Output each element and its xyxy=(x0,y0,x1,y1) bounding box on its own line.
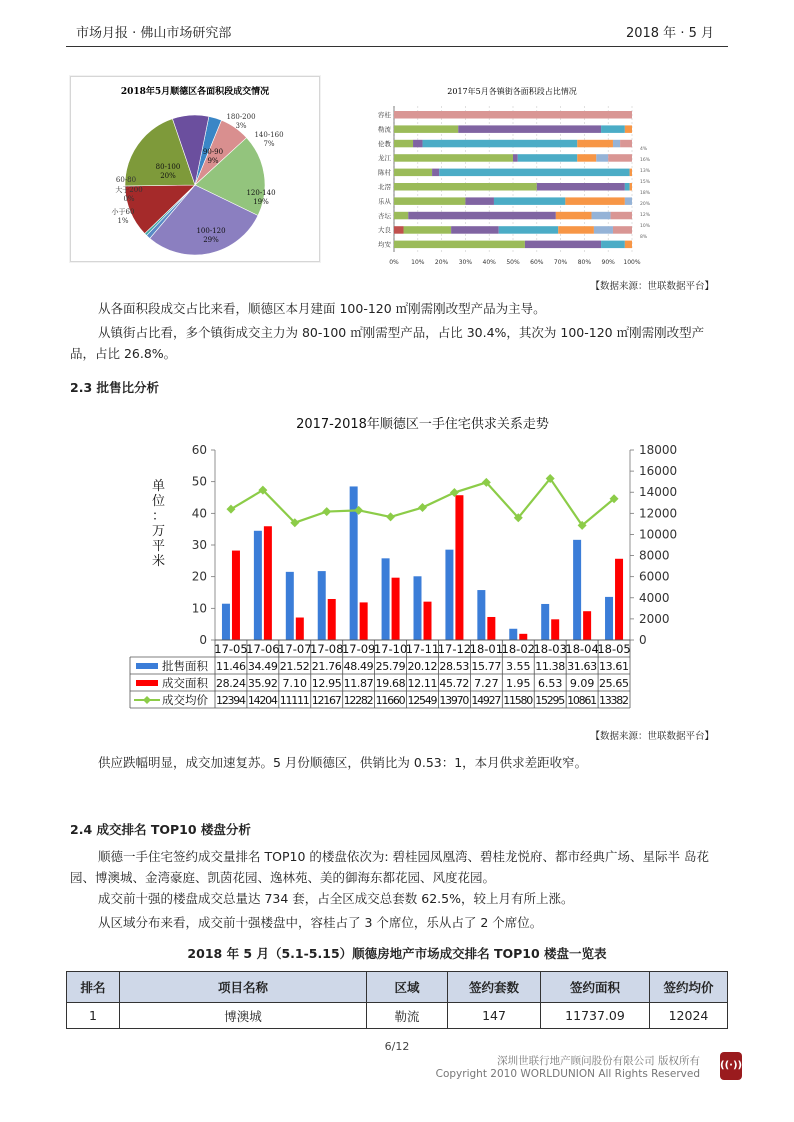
stacked-bar-segment xyxy=(494,197,565,205)
data-label: 11580 xyxy=(503,694,534,707)
worldunion-logo-icon: ((·)) xyxy=(720,1052,742,1080)
data-label: 21.52 xyxy=(279,660,310,673)
legend-key xyxy=(136,663,158,669)
col-rank: 排名 xyxy=(67,972,120,1003)
data-label: 12394 xyxy=(215,694,246,707)
stacked-title: 2017年5月各镇街各面积段占比情况 xyxy=(447,87,577,96)
stacked-bar-segment xyxy=(630,169,632,177)
data-label: 48.49 xyxy=(343,660,374,673)
pie-slice-label: 180-200 3% xyxy=(226,113,256,130)
stacked-bar-segment xyxy=(625,197,632,205)
bar-supply xyxy=(541,604,549,640)
x-tick-label: 18-04 xyxy=(565,642,599,656)
bar-supply xyxy=(573,540,581,640)
legend-stub: 15% xyxy=(640,180,651,185)
legend-stub: 4% xyxy=(640,147,648,152)
legend-label: 批售面积 xyxy=(162,659,208,673)
data-label: 15295 xyxy=(535,694,566,707)
legend-stub: 8% xyxy=(640,235,648,240)
cell-rank: 1 xyxy=(67,1003,120,1029)
stacked-bar-segment xyxy=(394,197,465,205)
stacked-bar-segment xyxy=(594,226,613,234)
y-tick-label: 60 xyxy=(191,443,207,457)
x-tick-label: 10% xyxy=(411,259,425,266)
data-label: 6.53 xyxy=(537,677,563,690)
data-label: 11.87 xyxy=(343,677,374,690)
pie-chart xyxy=(71,77,319,261)
price-point xyxy=(322,507,331,516)
data-label: 21.76 xyxy=(311,660,342,673)
x-tick-label: 18-05 xyxy=(597,642,631,656)
x-tick-label: 18-01 xyxy=(469,642,504,656)
x-tick-label: 17-12 xyxy=(437,642,472,656)
col-price: 签约均价 xyxy=(650,972,728,1003)
category-label: 乐从 xyxy=(378,197,391,206)
bar-deal xyxy=(424,602,432,640)
data-label: 13382 xyxy=(599,694,630,707)
y2-tick-label: 16000 xyxy=(639,464,678,479)
data-label: 19.68 xyxy=(375,677,406,690)
stacked-bar-segment xyxy=(556,212,592,220)
x-tick-label: 17-11 xyxy=(405,642,440,656)
x-tick-label: 100% xyxy=(623,259,641,266)
stacked-bar-segment xyxy=(577,154,596,162)
category-label: 大良 xyxy=(378,226,391,235)
cell-project: 博澳城 xyxy=(120,1003,367,1029)
x-tick-label: 17-10 xyxy=(373,642,408,656)
bar-deal xyxy=(264,526,272,640)
stacked-bar-segment xyxy=(620,140,632,148)
x-tick-label: 80% xyxy=(577,259,592,266)
bar-deal xyxy=(296,618,304,640)
y-tick-label: 50 xyxy=(191,474,207,489)
x-tick-label: 30% xyxy=(458,259,473,266)
paragraph-region: 从区域分布来看，成交前十强楼盘中，容桂占了 3 个席位，乐从占了 2 个席位。 xyxy=(98,915,543,930)
cell-size: 11737.09 xyxy=(541,1003,650,1029)
legend-stub: 18% xyxy=(640,191,651,196)
stacked-bar-segment xyxy=(451,226,499,234)
col-area: 区域 xyxy=(367,972,448,1003)
stacked-bar-segment xyxy=(630,183,632,191)
bar-supply xyxy=(509,629,517,640)
data-label: 12282 xyxy=(343,694,374,707)
stacked-bar-segment xyxy=(458,125,601,132)
data-label: 11.38 xyxy=(535,660,566,673)
header-divider xyxy=(66,46,728,47)
data-label: 11111 xyxy=(279,694,310,707)
x-tick-label: 60% xyxy=(530,259,544,266)
footer-copyright: Copyright 2010 WORLDUNION All Rights Reserved xyxy=(435,1068,700,1080)
page-number: 6/12 xyxy=(384,1040,410,1053)
price-line xyxy=(231,479,614,526)
bar-supply xyxy=(318,571,326,640)
x-tick-label: 18-03 xyxy=(533,642,567,656)
bar-supply xyxy=(382,558,390,640)
stacked-bar-segment xyxy=(394,125,458,132)
x-tick-label: 17-06 xyxy=(246,642,280,656)
x-tick-label: 0% xyxy=(389,259,399,266)
legend-stub: 16% xyxy=(640,158,651,163)
stacked-bar-chart xyxy=(362,76,680,272)
y2-tick-label: 8000 xyxy=(639,548,670,563)
price-point xyxy=(418,503,427,512)
x-tick-label: 40% xyxy=(482,259,496,266)
y2-tick-label: 6000 xyxy=(639,569,670,584)
category-label: 勒流 xyxy=(378,125,391,134)
table-header-row xyxy=(67,972,728,1003)
col-project: 项目名称 xyxy=(120,972,367,1003)
stacked-bar-segment xyxy=(394,212,408,220)
y-tick-label: 40 xyxy=(191,506,207,521)
data-label: 15.77 xyxy=(471,660,502,673)
y-tick-label: 20 xyxy=(191,569,207,584)
data-label: 31.63 xyxy=(567,660,598,673)
pie-slice-label: 120-140 19% xyxy=(246,189,276,206)
stacked-bar-segment xyxy=(601,125,625,132)
category-label: 北滘 xyxy=(378,183,391,191)
stacked-bar-segment xyxy=(537,183,625,191)
stacked-bar-segment xyxy=(394,241,525,249)
data-label: 12167 xyxy=(311,694,342,707)
stacked-bar-segment xyxy=(394,226,404,234)
paragraph-supply: 供应跌幅明显，成交加速复苏。5 月份顺德区，供销比为 0.53：1，本月供求差距收窄。 xyxy=(98,755,588,770)
header-date: 2018 年 · 5 月 xyxy=(625,26,714,41)
pie-slice-label: 小于60 1% xyxy=(111,208,135,225)
pie-title: 2018年5月顺德区各面积段成交情况 xyxy=(120,87,270,97)
paragraph-top10: 顺德一手住宅签约成交量排名 TOP10 的楼盘依次为: 碧桂园凤凰湾、碧桂龙悦府、都市经典广场、星际半 岛花园、博澳城、金湾豪庭、凯茵花园、逸林苑、美的御海东都花园、风度花园。 xyxy=(70,849,710,885)
bar-deal xyxy=(519,634,527,640)
paragraph-town: 从镇街占比看，多个镇街成交主力为 80-100 ㎡刚需型产品，占比 30.4%，其次为 100-120 ㎡刚需刚改型产品，占比 26.8%。 xyxy=(70,325,705,361)
stacked-bar-segment xyxy=(394,183,537,191)
y2-tick-label: 0 xyxy=(639,633,647,647)
x-tick-label: 70% xyxy=(553,259,568,266)
y-tick-label: 30 xyxy=(191,538,207,552)
stacked-bar-segment xyxy=(408,212,556,220)
data-label: 28.24 xyxy=(215,677,246,690)
stacked-bar-segment xyxy=(518,154,578,162)
bar-deal xyxy=(583,611,591,640)
stacked-bar-segment xyxy=(394,154,513,162)
source-label-1: 【数据来源：世联数据平台】 xyxy=(590,281,714,292)
stacked-bar-segment xyxy=(625,183,630,191)
x-tick-label: 20% xyxy=(434,259,449,266)
stacked-bar-segment xyxy=(611,212,632,220)
bar-supply xyxy=(414,576,422,640)
stacked-bar-segment xyxy=(577,140,613,148)
table-title: 2018 年 5 月（5.1-5.15）顺德房地产市场成交排名 TOP10 楼盘一览表 xyxy=(187,946,607,961)
y2-tick-label: 10000 xyxy=(639,527,678,542)
table-row xyxy=(67,1003,728,1029)
bar-deal xyxy=(328,599,336,640)
data-label: 20.12 xyxy=(407,660,438,673)
bar-deal xyxy=(551,619,559,640)
data-label: 12549 xyxy=(407,694,438,707)
section-2-4-heading: 2.4 成交排名 TOP10 楼盘分析 xyxy=(70,822,251,837)
stacked-bar-segment xyxy=(525,241,601,249)
x-tick-label: 17-07 xyxy=(278,642,312,656)
section-2-3-heading: 2.3 批售比分析 xyxy=(70,380,159,395)
paragraph-area: 从各面积段成交占比来看，顺德区本月建面 100-120 ㎡刚需刚改型产品为主导。 xyxy=(98,301,546,316)
bar-supply xyxy=(286,572,294,640)
stacked-bar-segment xyxy=(423,140,578,148)
data-label: 14204 xyxy=(247,694,278,707)
bar-deal xyxy=(232,551,240,640)
pie-slice-label: 100-120 29% xyxy=(196,227,226,244)
stacked-bar-panel xyxy=(362,76,680,272)
supply-demand-chart-panel xyxy=(130,410,678,722)
header-title: 市场月报 · 佛山市场研究部 xyxy=(76,26,232,41)
legend-stub: 20% xyxy=(640,202,651,207)
category-label: 伦教 xyxy=(378,139,391,148)
stacked-bar-segment xyxy=(613,226,632,234)
data-label: 13970 xyxy=(439,694,470,707)
data-label: 25.79 xyxy=(375,660,406,673)
bar-supply xyxy=(605,597,613,640)
paragraph-total: 成交前十强的楼盘成交总量达 734 套，占全区成交总套数 62.5%，较上月有所上涨。 xyxy=(98,891,574,906)
category-label: 均安 xyxy=(378,240,391,249)
stacked-bar-segment xyxy=(608,154,632,162)
bar-deal xyxy=(487,617,495,640)
cell-price: 12024 xyxy=(650,1003,728,1029)
category-label: 龙江 xyxy=(378,154,391,163)
x-tick-label: 50% xyxy=(506,259,520,266)
data-label: 7.10 xyxy=(282,677,308,690)
x-tick-label: 17-09 xyxy=(341,642,376,656)
data-label: 3.55 xyxy=(506,660,531,673)
stacked-bar-segment xyxy=(432,169,439,177)
bar-deal xyxy=(392,578,400,640)
legend-stub: 13% xyxy=(640,169,651,174)
stacked-bar-segment xyxy=(565,197,625,205)
stacked-bar-segment xyxy=(601,241,625,249)
data-label: 14927 xyxy=(471,694,502,707)
data-label: 12.11 xyxy=(407,677,438,690)
category-label: 杏坛 xyxy=(378,211,391,220)
cell-area: 勒流 xyxy=(367,1003,448,1029)
x-tick-label: 90% xyxy=(601,259,615,266)
data-label: 10861 xyxy=(567,694,598,707)
x-tick-label: 17-05 xyxy=(214,642,248,656)
legend-stub: 12% xyxy=(640,213,651,218)
data-label: 11.46 xyxy=(215,660,246,673)
legend-key xyxy=(136,680,158,686)
y2-tick-label: 14000 xyxy=(639,485,678,500)
y2-tick-label: 12000 xyxy=(639,506,678,521)
col-units: 签约套数 xyxy=(448,972,541,1003)
stacked-bar-segment xyxy=(394,140,413,148)
data-label: 1.95 xyxy=(506,677,531,690)
x-tick-label: 17-08 xyxy=(310,642,344,656)
pie-slice-label: 140-160 7% xyxy=(254,131,284,148)
stacked-bar-segment xyxy=(465,197,494,205)
stacked-bar-segment xyxy=(499,226,558,234)
data-label: 12.95 xyxy=(311,677,342,690)
bar-supply xyxy=(222,604,230,640)
stacked-bar-segment xyxy=(413,140,423,148)
data-label: 9.09 xyxy=(569,677,595,690)
bar-supply xyxy=(477,590,485,640)
stacked-bar-segment xyxy=(394,111,632,119)
data-label: 13.61 xyxy=(599,660,630,673)
legend-label: 成交均价 xyxy=(162,693,208,707)
cell-units: 147 xyxy=(448,1003,541,1029)
stacked-bar-segment xyxy=(558,226,594,234)
y-axis-label: 单位：万平米 xyxy=(152,479,166,569)
category-label: 陈村 xyxy=(378,168,391,177)
pie-slice-label: 大于200 0% xyxy=(115,186,143,203)
legend-label: 成交面积 xyxy=(162,676,208,690)
data-label: 7.27 xyxy=(474,677,499,690)
col-size: 签约面积 xyxy=(541,972,650,1003)
supply-demand-chart xyxy=(130,410,678,722)
y2-tick-label: 4000 xyxy=(639,590,670,605)
data-label: 34.49 xyxy=(247,660,278,673)
data-label: 28.53 xyxy=(439,660,470,673)
ranking-table xyxy=(66,971,728,1029)
pie-slice-label: 90-90 9% xyxy=(202,148,224,165)
data-label: 45.72 xyxy=(439,677,470,690)
stacked-bar-segment xyxy=(613,140,620,148)
pie-slice-label: 60-80 xyxy=(115,176,137,184)
stacked-bar-segment xyxy=(394,169,432,177)
data-label: 11660 xyxy=(375,694,406,707)
stacked-bar-segment xyxy=(513,154,518,162)
source-label-2: 【数据来源：世联数据平台】 xyxy=(590,731,714,742)
data-label: 25.65 xyxy=(599,677,630,690)
y2-tick-label: 2000 xyxy=(639,611,670,626)
x-tick-label: 18-02 xyxy=(501,642,535,656)
stacked-bar-segment xyxy=(596,154,608,162)
bar-deal xyxy=(455,495,463,640)
stacked-bar-segment xyxy=(625,241,632,249)
pie-chart-panel xyxy=(70,76,320,262)
y-tick-label: 10 xyxy=(191,601,207,616)
bar-supply xyxy=(254,531,262,640)
data-label: 35.92 xyxy=(247,677,278,690)
footer-company: 深圳世联行地产顾问股份有限公司 版权所有 xyxy=(497,1055,700,1067)
stacked-bar-segment xyxy=(404,226,452,234)
stacked-bar-segment xyxy=(439,169,629,177)
y-tick-label: 0 xyxy=(199,633,207,647)
chart-title: 2017-2018年顺德区一手住宅供求关系走势 xyxy=(296,417,549,432)
bar-supply xyxy=(445,550,453,640)
legend-stub: 10% xyxy=(640,224,651,229)
y2-tick-label: 18000 xyxy=(639,443,678,457)
category-label: 容桂 xyxy=(378,111,391,119)
price-point xyxy=(386,512,395,521)
stacked-bar-segment xyxy=(625,125,632,132)
bar-deal xyxy=(360,602,368,640)
stacked-bar-segment xyxy=(592,212,611,220)
pie-slice-label: 80-100 20% xyxy=(155,163,181,180)
bar-deal xyxy=(615,559,623,640)
